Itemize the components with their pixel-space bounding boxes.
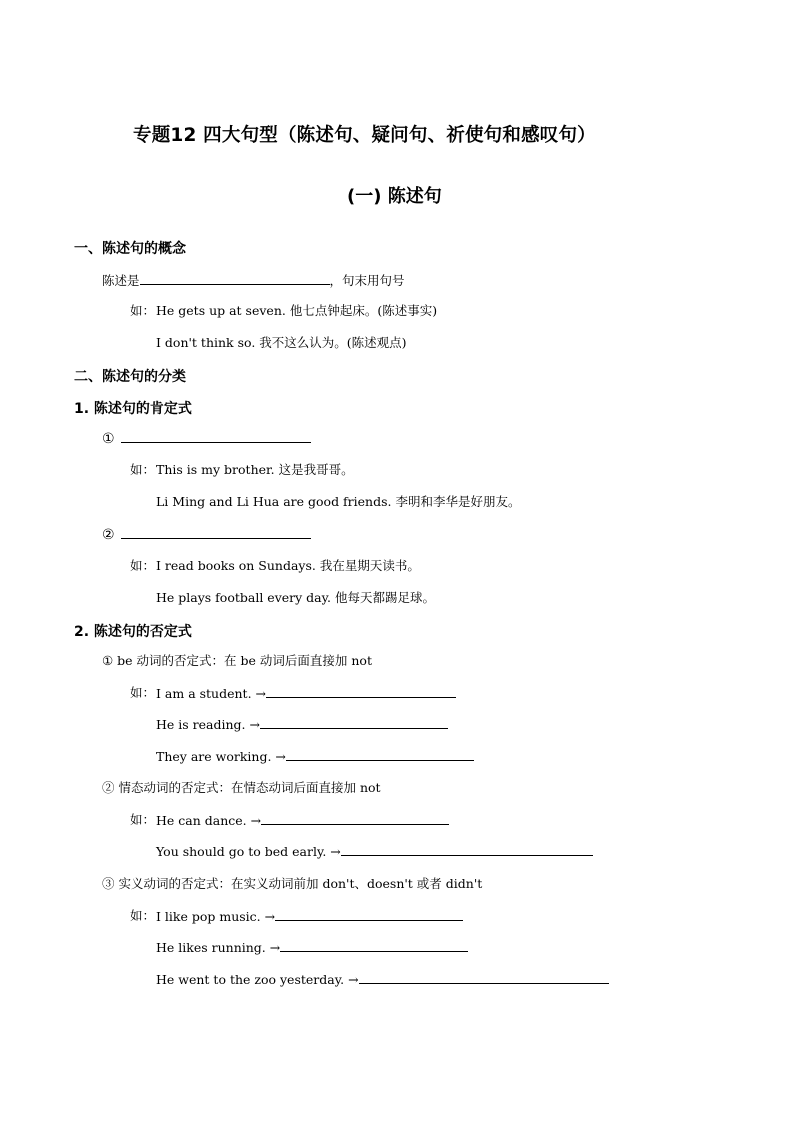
answer-blank[interactable] xyxy=(286,748,474,761)
exercise-prompt: He can dance. → xyxy=(156,813,262,828)
circled-number-2: ② xyxy=(102,527,115,543)
affirmative-item-1 xyxy=(102,430,311,447)
exercise-line xyxy=(156,843,593,860)
exercise-line xyxy=(156,939,468,956)
affirmative-item-2 xyxy=(102,526,311,543)
subsection1-heading: 1. 陈述句的肯定式 xyxy=(74,401,192,417)
example-line: He plays football every day. 他每天都踢足球。 xyxy=(156,590,435,605)
answer-blank[interactable] xyxy=(275,908,463,921)
exercise-line xyxy=(156,812,449,829)
section2-heading: 二、陈述句的分类 xyxy=(74,369,186,385)
negative-rule-3: ③ 实义动词的否定式：在实义动词前加 don't、doesn't 或者 didn't xyxy=(102,876,483,891)
exercise-prompt: He went to the zoo yesterday. → xyxy=(156,972,359,987)
answer-blank[interactable] xyxy=(280,939,468,952)
exercise-prompt: I like pop music. → xyxy=(156,909,276,924)
exercise-line xyxy=(156,971,609,988)
negative-rule-2: ② 情态动词的否定式：在情态动词后面直接加 not xyxy=(102,780,381,795)
section-subtitle: (一) 陈述句 xyxy=(347,186,442,207)
exercise-prompt: I am a student. → xyxy=(156,686,266,701)
negative-rule-1: ① be 动词的否定式：在 be 动词后面直接加 not xyxy=(102,653,372,668)
exercise-prompt: You should go to bed early. → xyxy=(156,844,341,859)
subsection2-heading: 2. 陈述句的否定式 xyxy=(74,624,192,640)
example-label: 如： xyxy=(130,812,156,827)
answer-blank[interactable] xyxy=(261,812,449,825)
exercise-prompt: They are working. → xyxy=(156,749,286,764)
definition-prefix: 陈述是 xyxy=(102,273,140,288)
example-line: Li Ming and Li Hua are good friends. 李明和李华是好朋友。 xyxy=(156,494,521,509)
exercise-line xyxy=(156,685,456,702)
exercise-line xyxy=(156,716,448,733)
definition-blank[interactable] xyxy=(140,272,330,285)
exercise-prompt: He is reading. → xyxy=(156,717,260,732)
exercise-line xyxy=(156,908,463,925)
circled-number-1: ① xyxy=(102,431,115,447)
answer-blank[interactable] xyxy=(260,716,448,729)
affirmative-blank-1[interactable] xyxy=(121,430,311,443)
exercise-prompt: He likes running. → xyxy=(156,940,281,955)
example-label: 如： xyxy=(130,462,156,477)
example-line: He gets up at seven. 他七点钟起床。(陈述事实) xyxy=(156,303,438,318)
example-label: 如： xyxy=(130,303,156,318)
answer-blank[interactable] xyxy=(341,843,593,856)
example-line: I read books on Sundays. 我在星期天读书。 xyxy=(156,558,420,573)
example-label: 如： xyxy=(130,908,156,923)
example-label: 如： xyxy=(130,685,156,700)
exercise-line xyxy=(156,748,474,765)
answer-blank[interactable] xyxy=(359,971,609,984)
example-label: 如： xyxy=(130,558,156,573)
example-line: I don't think so. 我不这么认为。(陈述观点) xyxy=(156,335,407,350)
example-line: This is my brother. 这是我哥哥。 xyxy=(156,462,354,477)
page-title: 专题12 四大句型（陈述句、疑问句、祈使句和感叹句） xyxy=(133,125,596,146)
definition-suffix: ，句末用句号 xyxy=(329,273,405,288)
section1-heading: 一、陈述句的概念 xyxy=(74,241,186,257)
definition-line xyxy=(102,272,405,289)
affirmative-blank-2[interactable] xyxy=(121,526,311,539)
answer-blank[interactable] xyxy=(266,685,456,698)
